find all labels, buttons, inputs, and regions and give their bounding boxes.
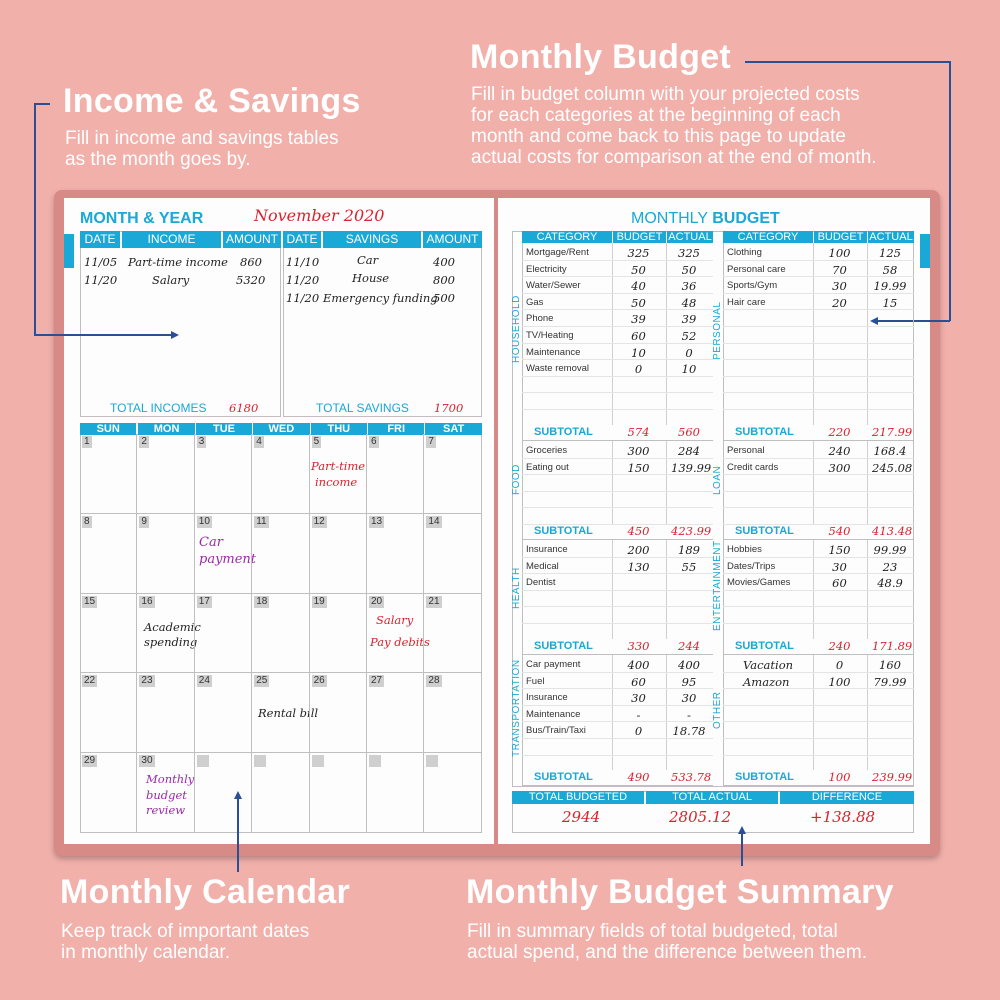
- personal-divider-1: [813, 243, 814, 425]
- day-number-blank: [369, 755, 381, 767]
- entertainment-subtotal-actual[interactable]: 171.89: [872, 639, 913, 653]
- month-year-label: MONTH & YEAR: [80, 210, 204, 227]
- personal-row-actual[interactable]: 58: [882, 262, 898, 277]
- income-savings-text-1: Fill in income and savings tables: [65, 128, 339, 149]
- transportation-row-actual[interactable]: 400: [678, 658, 700, 672]
- savings-row-2-amount[interactable]: 800: [433, 273, 455, 287]
- row-line: [522, 623, 713, 624]
- row-line: [723, 755, 914, 756]
- other-row-category[interactable]: Amazon: [743, 674, 790, 689]
- row-line: [723, 705, 914, 706]
- income-row-1-date[interactable]: 11/05: [84, 255, 118, 269]
- day-number: 6: [371, 436, 377, 447]
- personal-row-category: Sports/Gym: [727, 280, 778, 292]
- personal-subtotal-actual[interactable]: 217.99: [872, 425, 913, 439]
- day-number-blank: [254, 755, 266, 767]
- summary-header-difference: DIFFERENCE: [780, 791, 914, 804]
- connector-budget-top: [745, 61, 950, 63]
- row-line: [723, 392, 914, 393]
- entertainment-row-category: Hobbies: [727, 544, 762, 555]
- day-number: 25: [256, 675, 268, 687]
- budget-summary-title: Monthly Budget Summary: [466, 873, 894, 911]
- monthly-budget-text-3: month and come back to this page to update: [471, 126, 846, 147]
- household-row-category: Electricity: [526, 263, 567, 275]
- health-label: HEALTH: [511, 566, 522, 609]
- row-line: [723, 507, 914, 508]
- loan-subtotal-label: SUBTOTAL: [735, 525, 794, 537]
- day-number: 5: [313, 436, 320, 447]
- savings-header-savings: SAVINGS: [323, 231, 421, 248]
- weekday-sat: SAT: [425, 423, 481, 435]
- savings-row-2-date[interactable]: 11/20: [286, 273, 320, 287]
- personal-row-budget[interactable]: 30: [832, 279, 847, 294]
- summary-total-budgeted[interactable]: 2944: [562, 808, 601, 826]
- household-row-category: Mortgage/Rent: [526, 247, 589, 258]
- monthly-budget-heading-a: MONTHLY: [631, 210, 713, 227]
- household-row-budget[interactable]: 0: [634, 362, 643, 377]
- loan-row-category: Credit cards: [727, 461, 779, 473]
- loan-row-budget[interactable]: 300: [828, 460, 851, 475]
- household-row-budget[interactable]: 60: [631, 329, 646, 343]
- food-divider-2: [666, 441, 667, 524]
- monthly-budget-title: Monthly Budget: [470, 38, 732, 76]
- note-day-10-line-1[interactable]: Car: [199, 535, 223, 550]
- day-number: 3: [198, 436, 205, 447]
- row-line: [723, 343, 914, 344]
- connector-income-bottom: [34, 334, 172, 336]
- entertainment-label: ENTERTAINMENT: [712, 540, 723, 632]
- monthly-budget-text-1: Fill in budget column with your projected costs: [471, 84, 860, 105]
- health-row-actual[interactable]: 189: [678, 543, 700, 557]
- header-actual: ACTUAL: [668, 231, 712, 243]
- row-line: [723, 738, 914, 739]
- savings-row-2-item[interactable]: House: [352, 271, 390, 285]
- row-line: [723, 409, 914, 410]
- row-line: [522, 590, 713, 591]
- income-header-amount: AMOUNT: [223, 231, 281, 248]
- transportation-subtotal-label: SUBTOTAL: [534, 771, 593, 783]
- loan-row-budget[interactable]: 240: [828, 444, 851, 458]
- transportation-row-budget[interactable]: 400: [627, 658, 650, 672]
- weekday-tue: TUE: [196, 423, 252, 435]
- day-number: 7: [428, 436, 434, 447]
- personal-row-actual[interactable]: 15: [882, 295, 898, 310]
- monthly-calendar-text-1: Keep track of important dates: [61, 921, 310, 942]
- row-line: [522, 507, 713, 508]
- health-row-budget[interactable]: 130: [627, 559, 650, 574]
- total-incomes-label: TOTAL INCOMES: [110, 401, 207, 415]
- transportation-subtotal-actual[interactable]: 533.78: [671, 770, 712, 784]
- savings-row-3-item[interactable]: Emergency funding: [323, 291, 438, 305]
- monthly-budget-text-2: for each categories at the beginning of each: [471, 105, 841, 126]
- day-number: 9: [141, 515, 147, 527]
- note-day-5-line-1[interactable]: Part-time: [311, 459, 366, 473]
- entertainment-row-actual[interactable]: 99.99: [873, 543, 907, 557]
- household-row-budget[interactable]: 325: [627, 246, 650, 260]
- entertainment-row-budget[interactable]: 30: [832, 559, 847, 574]
- savings-header-date: DATE: [283, 231, 321, 248]
- day-number: 20: [371, 595, 383, 607]
- health-row-budget[interactable]: 200: [627, 543, 650, 557]
- food-row-actual[interactable]: 139.99: [671, 460, 712, 475]
- connector-income-top: [34, 103, 50, 105]
- household-row-actual[interactable]: 10: [681, 362, 697, 377]
- entertainment-row-category: Dates/Trips: [727, 560, 776, 572]
- arrow-up-summary-icon: [738, 826, 746, 834]
- day-number: 1: [84, 436, 90, 447]
- household-row-category: Water/Sewer: [526, 280, 581, 292]
- food-label: FOOD: [511, 464, 522, 496]
- health-row-category: Dentist: [526, 577, 556, 589]
- household-subtotal-budget[interactable]: 574: [627, 425, 650, 439]
- other-row-budget[interactable]: 100: [828, 674, 851, 689]
- transportation-subtotal-budget[interactable]: 490: [627, 770, 650, 784]
- other-subtotal-actual[interactable]: 239.99: [872, 770, 913, 784]
- summary-difference[interactable]: +138.88: [810, 808, 876, 826]
- day-number: 2: [141, 436, 147, 447]
- health-subtotal-label: SUBTOTAL: [534, 640, 593, 652]
- note-day-10-line-2[interactable]: payment: [199, 552, 257, 567]
- food-row-category: Eating out: [526, 461, 569, 473]
- household-row-category: Gas: [526, 296, 544, 308]
- connector-budget-vertical: [949, 61, 951, 321]
- health-subtotal-actual[interactable]: 244: [678, 639, 700, 653]
- other-row-category[interactable]: Vacation: [743, 658, 794, 672]
- transportation-row-category: Fuel: [526, 675, 545, 687]
- other-subtotal-label: SUBTOTAL: [735, 771, 794, 783]
- household-row-category: Phone: [526, 313, 554, 325]
- note-day-30-line-2[interactable]: budget: [146, 788, 187, 802]
- household-row-category: Waste removal: [526, 363, 589, 375]
- personal-subtotal-budget[interactable]: 220: [828, 425, 851, 439]
- transportation-row-actual[interactable]: 30: [681, 691, 697, 706]
- loan-divider-1: [813, 441, 814, 524]
- row-line: [723, 491, 914, 492]
- row-line: [723, 376, 914, 377]
- day-number: 23: [141, 675, 153, 687]
- personal-row-category: Clothing: [727, 247, 762, 258]
- page-tab-left: [64, 234, 74, 268]
- note-day-5-line-2[interactable]: income: [315, 475, 358, 489]
- day-number-blank: [426, 755, 438, 767]
- income-header-date: DATE: [80, 231, 120, 248]
- summary-header-total-actual: TOTAL ACTUAL: [646, 791, 778, 804]
- day-number: 8: [84, 515, 90, 527]
- health-row-actual[interactable]: 55: [681, 559, 697, 574]
- health-subtotal-budget[interactable]: 330: [627, 639, 650, 653]
- weekday-wed: WED: [253, 423, 309, 435]
- total-incomes-value[interactable]: 6180: [229, 401, 259, 415]
- food-row-actual[interactable]: 284: [678, 444, 700, 458]
- income-row-1-item[interactable]: Part-time income: [128, 255, 228, 269]
- day-number: 12: [313, 515, 325, 527]
- entertainment-subtotal-label: SUBTOTAL: [735, 640, 794, 652]
- household-subtotal-actual[interactable]: 560: [678, 425, 700, 439]
- household-label: HOUSEHOLD: [511, 294, 522, 363]
- day-number: 13: [371, 515, 383, 527]
- day-number: 22: [84, 675, 96, 687]
- household-row-actual[interactable]: 50: [681, 262, 697, 277]
- household-row-actual[interactable]: 0: [685, 345, 693, 360]
- income-row-2-amount[interactable]: 5320: [236, 273, 266, 287]
- monthly-calendar-text-2: in monthly calendar.: [61, 942, 230, 963]
- summary-total-actual[interactable]: 2805.12: [669, 808, 732, 826]
- household-row-actual[interactable]: 52: [681, 329, 697, 343]
- loan-label: LOAN: [712, 466, 723, 496]
- day-number: 16: [141, 595, 153, 607]
- header-budget: BUDGET: [613, 231, 666, 243]
- weekday-fri: FRI: [368, 423, 424, 435]
- month-year-value[interactable]: November 2020: [254, 206, 385, 225]
- personal-row-budget[interactable]: 70: [832, 262, 847, 277]
- entertainment-row-actual[interactable]: 23: [882, 559, 898, 574]
- household-row-category: Maintenance: [526, 346, 581, 358]
- day-number-blank: [312, 755, 324, 767]
- row-line: [522, 491, 713, 492]
- loan-subtotal-budget[interactable]: 540: [828, 524, 851, 538]
- personal-label: PERSONAL: [712, 301, 723, 360]
- transportation-row-actual[interactable]: 95: [681, 674, 697, 689]
- day-number: 24: [198, 675, 210, 687]
- income-savings-title: Income & Savings: [63, 82, 361, 120]
- loan-row-category: Personal: [727, 445, 765, 456]
- arrow-right-icon: [171, 331, 179, 339]
- other-label: OTHER: [712, 691, 723, 729]
- personal-row-actual[interactable]: 125: [879, 246, 901, 260]
- transportation-row-budget[interactable]: -: [636, 707, 641, 722]
- note-day-30-line-1[interactable]: Monthly: [146, 772, 195, 786]
- income-row-2-date[interactable]: 11/20: [84, 273, 118, 287]
- summary-header-total-budgeted: TOTAL BUDGETED: [512, 791, 644, 804]
- row-line: [723, 623, 914, 624]
- connector-income-vertical: [34, 103, 36, 335]
- household-row-budget[interactable]: 50: [631, 295, 646, 310]
- food-row-budget[interactable]: 300: [627, 444, 650, 458]
- day-number: 11: [256, 515, 267, 527]
- budget-summary-text-2: actual spend, and the difference between them.: [467, 942, 867, 963]
- household-row-actual[interactable]: 39: [681, 312, 697, 327]
- header-category: CATEGORY: [522, 231, 612, 243]
- personal-row-budget[interactable]: 20: [832, 295, 847, 310]
- loan-divider-2: [867, 441, 868, 524]
- savings-row-1-date[interactable]: 11/10: [286, 255, 320, 269]
- household-row-actual[interactable]: 325: [678, 246, 700, 260]
- transportation-row-category: Maintenance: [526, 708, 581, 720]
- income-savings-text-2: as the month goes by.: [65, 149, 251, 170]
- day-number: 21: [428, 595, 440, 607]
- note-day-16-line-2[interactable]: spending: [144, 635, 198, 649]
- savings-row-1-item[interactable]: Car: [357, 253, 379, 267]
- day-number: 14: [428, 515, 440, 527]
- note-day-25[interactable]: Rental bill: [258, 706, 319, 720]
- monthly-calendar-title: Monthly Calendar: [60, 873, 351, 911]
- loan-subtotal-actual[interactable]: 413.48: [872, 524, 913, 538]
- food-row-budget[interactable]: 150: [627, 460, 650, 475]
- transportation-row-budget[interactable]: 0: [634, 724, 643, 739]
- household-divider-2: [666, 243, 667, 425]
- food-subtotal-label: SUBTOTAL: [534, 525, 593, 537]
- day-number: 30: [141, 755, 153, 767]
- monthly-budget-heading: [631, 210, 780, 228]
- entertainment-row-budget[interactable]: 60: [832, 576, 847, 591]
- transportation-row-budget[interactable]: 60: [631, 674, 646, 689]
- header-actual: ACTUAL: [869, 231, 913, 243]
- day-number: 19: [313, 595, 325, 607]
- loan-row-actual[interactable]: 245.08: [872, 460, 913, 475]
- row-line: [723, 359, 914, 360]
- connector-summary: [741, 832, 743, 866]
- transportation-row-category: Car payment: [526, 659, 581, 670]
- savings-row-3-date[interactable]: 11/20: [286, 291, 320, 305]
- day-number: 29: [84, 755, 96, 767]
- personal-divider-2: [867, 243, 868, 425]
- household-divider-1: [612, 243, 613, 425]
- monthly-budget-text-4: actual costs for comparison at the end of month.: [471, 147, 877, 168]
- row-line: [522, 392, 713, 393]
- health-row-category: Medical: [526, 560, 559, 572]
- savings-header-amount: AMOUNT: [423, 231, 482, 248]
- other-subtotal-budget[interactable]: 100: [828, 770, 851, 784]
- row-line: [522, 409, 713, 410]
- entertainment-row-category: Movies/Games: [727, 577, 791, 589]
- transportation-row-actual[interactable]: -: [687, 707, 691, 722]
- personal-row-category: Hair care: [727, 296, 766, 308]
- transportation-row-category: Insurance: [526, 692, 568, 704]
- row-line: [522, 755, 713, 756]
- budget-summary-text-1: Fill in summary fields of total budgeted, total: [467, 921, 838, 942]
- day-number: 17: [198, 595, 210, 607]
- day-number: 15: [84, 595, 96, 607]
- household-row-category: TV/Heating: [526, 330, 574, 341]
- day-number: 10: [198, 515, 210, 527]
- transportation-row-actual[interactable]: 18.78: [672, 724, 706, 739]
- row-line: [723, 721, 914, 722]
- income-row-2-item[interactable]: Salary: [152, 273, 190, 287]
- household-row-actual[interactable]: 36: [681, 279, 697, 294]
- personal-row-category: Personal care: [727, 263, 786, 275]
- weekday-mon: MON: [138, 423, 194, 435]
- other-row-budget[interactable]: 0: [835, 658, 844, 672]
- entertainment-subtotal-budget[interactable]: 240: [828, 639, 851, 653]
- loan-row-actual[interactable]: 168.4: [873, 444, 907, 458]
- note-day-30-line-3[interactable]: review: [146, 803, 186, 817]
- header-budget: BUDGET: [814, 231, 867, 243]
- total-savings-value[interactable]: 1700: [434, 401, 464, 415]
- weekday-thu: THU: [311, 423, 367, 435]
- food-subtotal-actual[interactable]: 423.99: [671, 524, 712, 538]
- income-row-1-amount[interactable]: 860: [240, 255, 262, 269]
- page-tab-right: [920, 234, 930, 268]
- note-day-16-line-1[interactable]: Academic: [144, 620, 201, 634]
- monthly-budget-heading-b: BUDGET: [712, 210, 780, 227]
- food-divider-1: [612, 441, 613, 524]
- day-number: 27: [371, 675, 383, 687]
- household-row-budget[interactable]: 10: [631, 345, 646, 360]
- savings-row-3-amount[interactable]: 500: [433, 291, 455, 305]
- entertainment-row-budget[interactable]: 150: [828, 543, 851, 557]
- personal-row-actual[interactable]: 19.99: [873, 279, 907, 294]
- transportation-label: TRANSPORTATION: [511, 659, 522, 758]
- weekday-sun: SUN: [80, 423, 136, 435]
- food-row-category: Groceries: [526, 445, 568, 456]
- header-category: CATEGORY: [723, 231, 813, 243]
- transportation-row-category: Bus/Train/Taxi: [526, 725, 586, 737]
- household-row-budget[interactable]: 40: [631, 279, 646, 294]
- day-number: 18: [256, 595, 268, 607]
- personal-row-budget[interactable]: 100: [828, 246, 851, 260]
- other-row-actual[interactable]: 160: [879, 658, 901, 672]
- note-day-20-line-1[interactable]: Salary: [376, 613, 414, 627]
- household-row-actual[interactable]: 48: [681, 295, 697, 310]
- row-line: [723, 326, 914, 327]
- day-number: 4: [256, 436, 262, 447]
- day-number-blank: [197, 755, 209, 767]
- total-savings-label: TOTAL SAVINGS: [316, 401, 409, 415]
- health-row-category: Insurance: [526, 544, 568, 555]
- entertainment-row-actual[interactable]: 48.9: [877, 576, 903, 591]
- savings-row-1-amount[interactable]: 400: [433, 255, 455, 269]
- income-header-income: INCOME: [122, 231, 221, 248]
- day-number: 28: [428, 675, 440, 687]
- household-row-budget[interactable]: 39: [631, 312, 646, 327]
- household-subtotal-label: SUBTOTAL: [534, 426, 593, 438]
- row-line: [723, 606, 914, 607]
- other-row-actual[interactable]: 79.99: [873, 674, 907, 689]
- row-line: [522, 606, 713, 607]
- day-number: 26: [313, 675, 325, 687]
- household-row-budget[interactable]: 50: [631, 262, 646, 277]
- personal-subtotal-label: SUBTOTAL: [735, 426, 794, 438]
- note-day-20-line-2[interactable]: Pay debits: [370, 635, 430, 649]
- transportation-row-budget[interactable]: 30: [631, 691, 646, 706]
- food-subtotal-budget[interactable]: 450: [627, 524, 650, 538]
